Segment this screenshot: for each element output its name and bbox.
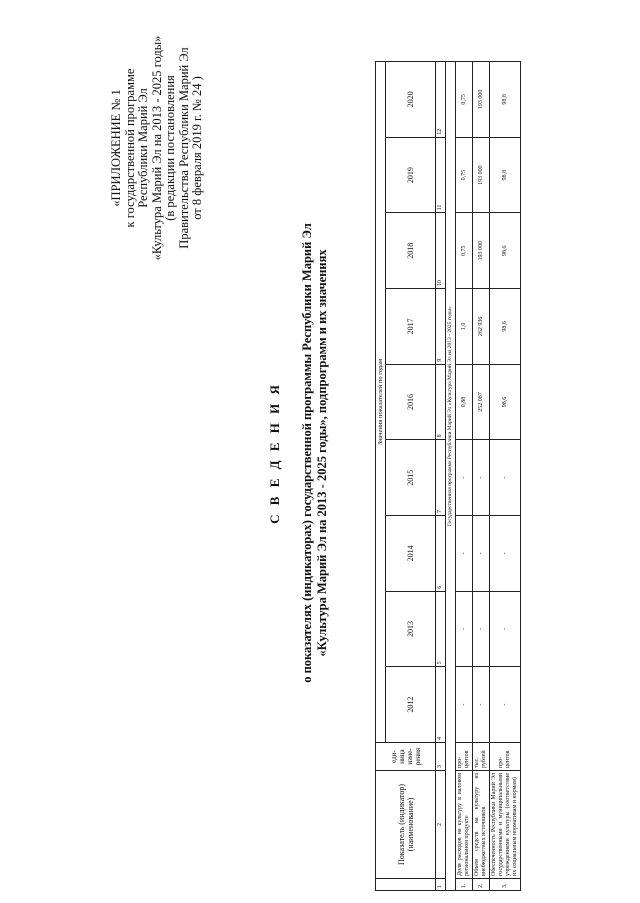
header-cell-unit: еди-ница изме-рения (376, 743, 436, 771)
row-indicator-name: Обеспеченность Республики Марий Эл государственными и муниципальными учреждениями культуры (соответствие их социальным нормативам и нормам) (490, 771, 521, 879)
appendix-line: (в редакции постановления (163, 75, 177, 221)
appendix-header (110, 23, 205, 273)
row-value: - (473, 591, 490, 667)
appendix-line: к государственной программе (122, 68, 137, 228)
row-value: - (490, 440, 521, 516)
column-number-cell: 6 (436, 516, 446, 592)
row-value: - (473, 440, 490, 516)
row-value: 193 000 (473, 213, 490, 289)
row-value: 0,88 (456, 364, 473, 440)
row-indicator-name: Доля расходов на культуру в валовом региональном продукте (456, 771, 473, 879)
column-number-cell: 9 (436, 289, 446, 365)
column-number-cell: 11 (436, 137, 446, 213)
header-cell-number (376, 879, 436, 891)
row-value: 193 000 (473, 137, 490, 213)
column-number-cell: 12 (436, 62, 446, 138)
row-value: - (456, 591, 473, 667)
document-heading (266, 153, 330, 753)
row-value: 0,75 (456, 213, 473, 289)
row-number: 3. (490, 879, 521, 891)
header-cell-year: 2020 (386, 62, 436, 138)
header-cell-indicator: Показатель (индикатор) (наименование) (376, 771, 436, 879)
indicators-table (375, 61, 521, 891)
row-unit: про-центов (456, 743, 473, 771)
row-value: - (456, 516, 473, 592)
row-value: 98,6 (490, 364, 521, 440)
column-number-cell: 1 (436, 879, 446, 891)
row-value: 98,8 (490, 137, 521, 213)
row-value: - (490, 667, 521, 743)
table-row (456, 62, 473, 891)
row-number: 1. (456, 879, 473, 891)
row-value: 1,0 (456, 289, 473, 365)
row-value: 0,75 (456, 62, 473, 138)
appendix-line: Правительства Республики Марий Эл (176, 47, 191, 249)
row-value: - (456, 667, 473, 743)
column-number-cell: 2 (436, 771, 446, 879)
program-title-spacer (446, 771, 456, 879)
header-cell-year: 2015 (386, 440, 436, 516)
row-value: - (490, 591, 521, 667)
column-numbers-row (436, 62, 446, 891)
header-cell-year: 2017 (386, 289, 436, 365)
header-cell-year: 2018 (386, 213, 436, 289)
row-number: 2. (473, 879, 490, 891)
appendix-line: «Культура Марий Эл на 2013 - 2025 годы» (149, 35, 164, 261)
table-row (490, 62, 521, 891)
header-cell-year: 2019 (386, 137, 436, 213)
row-indicator-name: Объем средств на культуру из внебюджетных источников (473, 771, 490, 879)
header-cell-year: 2014 (386, 516, 436, 592)
table-row (473, 62, 490, 891)
header-cell-year: 2012 (386, 667, 436, 743)
row-value: - (456, 440, 473, 516)
row-value: - (490, 516, 521, 592)
column-number-cell: 8 (436, 364, 446, 440)
column-number-cell: 4 (436, 667, 446, 743)
column-number-cell: 10 (436, 213, 446, 289)
header-cell-year: 2013 (386, 591, 436, 667)
row-value: 98,8 (490, 62, 521, 138)
program-title-cell: Государственная программа Республики Марий Эл «Культура Марий Эл на 2013 - 2025 годы» (446, 62, 456, 771)
row-value: 0,75 (456, 137, 473, 213)
row-value: - (473, 667, 490, 743)
row-value: 98,6 (490, 289, 521, 365)
appendix-line: Республики Марий Эл (136, 88, 150, 208)
row-unit: тыс. рублей (473, 743, 490, 771)
column-number-cell: 3 (436, 743, 446, 771)
row-value: 252 087 (473, 364, 490, 440)
document-title: С В Е Д Е Н И Я (267, 382, 282, 524)
document-subtitle-line-2: «Культура Марий Эл на 2013 - 2025 годы», подпрограмм и их значениях (315, 249, 329, 657)
row-value: 262 936 (473, 289, 490, 365)
header-cell-year: 2016 (386, 364, 436, 440)
row-value: - (473, 516, 490, 592)
row-unit: про-центов (490, 743, 521, 771)
column-number-cell: 5 (436, 591, 446, 667)
row-value: 98,6 (490, 213, 521, 289)
program-title-spacer (446, 879, 456, 891)
program-title-row (446, 62, 456, 891)
document-subtitle-line-1: о показателях (индикаторах) государственной программы Республики Марий Эл (300, 223, 314, 683)
appendix-line: от 8 февраля 2019 г. № 24 ) (190, 76, 204, 220)
appendix-line: «ПРИЛОЖЕНИЕ № 1 (109, 89, 123, 207)
table-header-row (376, 62, 386, 891)
column-number-cell: 7 (436, 440, 446, 516)
row-value: 193 000 (473, 62, 490, 138)
header-cell-values-group: Значения показателей по годам (376, 62, 386, 743)
